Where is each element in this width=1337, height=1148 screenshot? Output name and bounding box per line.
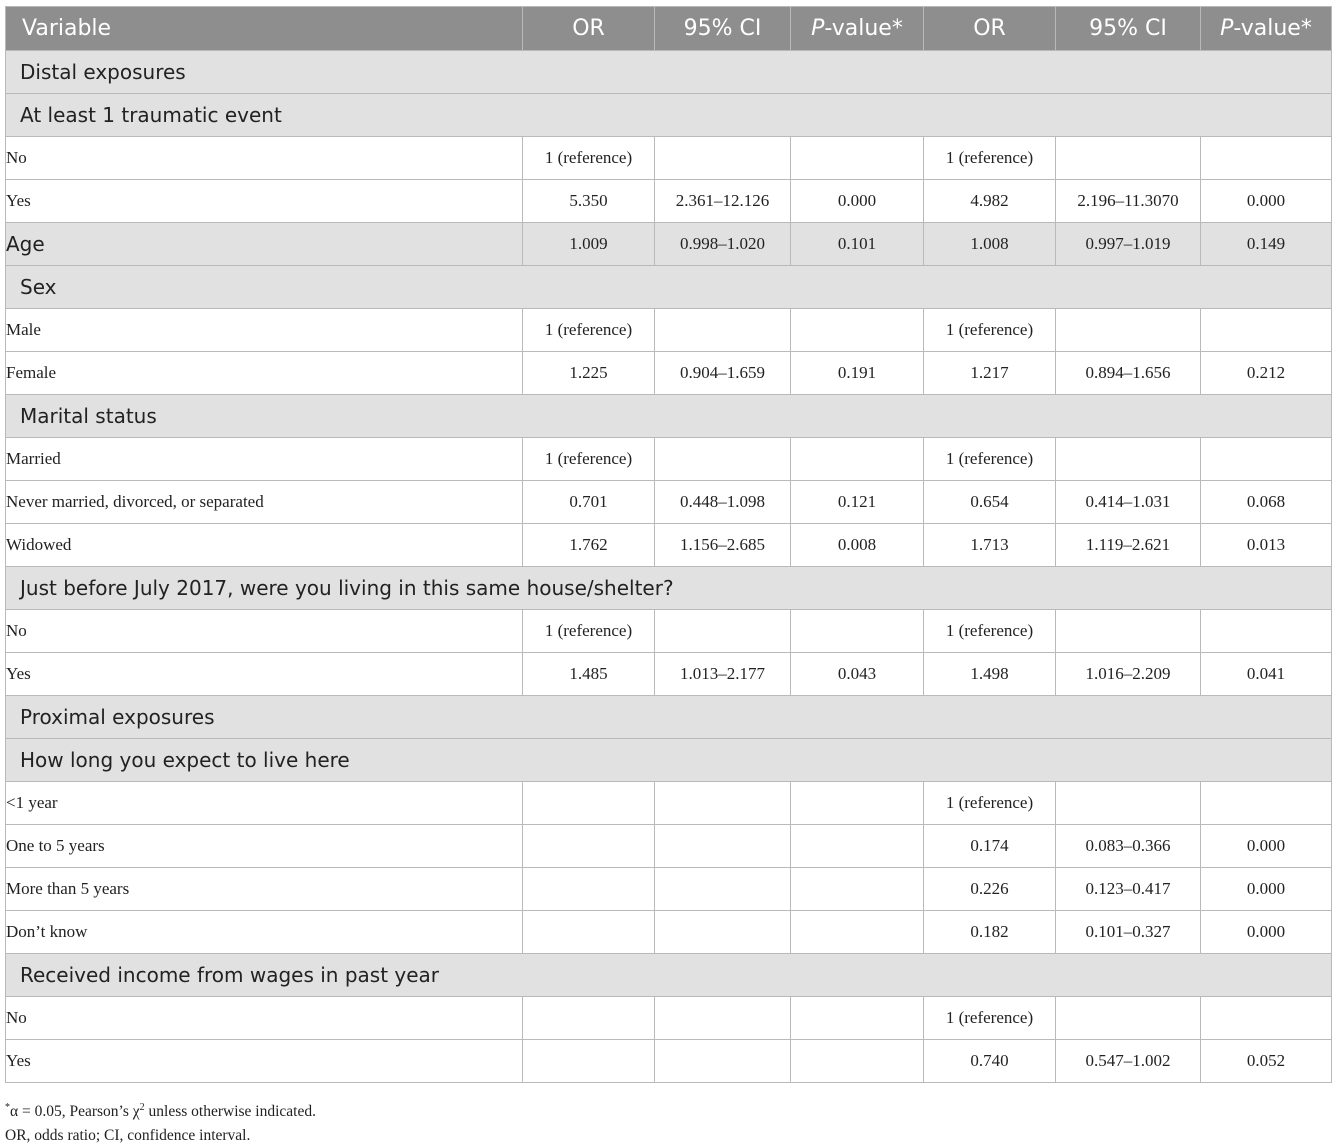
cell-or-2: 1.008 — [924, 223, 1056, 266]
cell-pvalue-2 — [1201, 137, 1332, 180]
cell-pvalue-2 — [1201, 997, 1332, 1040]
cell-or-1 — [523, 868, 655, 911]
section-row — [6, 266, 1332, 309]
cell-ci-2: 1.016–2.209 — [1056, 653, 1201, 696]
cell-ci-1: 0.448–1.098 — [655, 481, 791, 524]
footnote-chi-sup: 2 — [139, 1102, 145, 1113]
table-row — [6, 997, 1332, 1040]
cell-ci-2: 0.894–1.656 — [1056, 352, 1201, 395]
cell-ci-1 — [655, 997, 791, 1040]
row-label: Yes — [6, 180, 523, 223]
cell-or-1 — [523, 825, 655, 868]
cell-pvalue-2: 0.000 — [1201, 868, 1332, 911]
cell-pvalue-1 — [791, 309, 924, 352]
header-ci-1: 95% CI — [655, 7, 791, 51]
header-pvalue-2-p: P — [1220, 16, 1234, 41]
cell-pvalue-1: 0.043 — [791, 653, 924, 696]
table-row — [6, 524, 1332, 567]
cell-ci-2 — [1056, 997, 1201, 1040]
cell-pvalue-2 — [1201, 438, 1332, 481]
cell-ci-2: 0.123–0.417 — [1056, 868, 1201, 911]
row-label: One to 5 years — [6, 825, 523, 868]
cell-ci-1 — [655, 782, 791, 825]
section-label: Proximal exposures — [6, 696, 1332, 739]
section-label: How long you expect to live here — [6, 739, 1332, 782]
table-row — [6, 481, 1332, 524]
cell-or-1: 1 (reference) — [523, 610, 655, 653]
cell-pvalue-1 — [791, 438, 924, 481]
row-label: No — [6, 997, 523, 1040]
header-ci-2: 95% CI — [1056, 7, 1201, 51]
cell-ci-2: 0.101–0.327 — [1056, 911, 1201, 954]
cell-ci-2 — [1056, 782, 1201, 825]
header-pvalue-2 — [1201, 7, 1332, 51]
cell-pvalue-2: 0.013 — [1201, 524, 1332, 567]
cell-ci-2 — [1056, 610, 1201, 653]
footnote-alpha-end: unless otherwise indicated. — [144, 1103, 316, 1121]
cell-or-2: 1 (reference) — [924, 309, 1056, 352]
cell-ci-1: 2.361–12.126 — [655, 180, 791, 223]
footnote-abbreviations: OR, odds ratio; CI, confidence interval. — [5, 1127, 251, 1145]
header-pvalue-1-rest: -value* — [824, 16, 903, 41]
table-body — [6, 51, 1332, 1083]
cell-pvalue-1: 0.101 — [791, 223, 924, 266]
cell-or-1: 1 (reference) — [523, 309, 655, 352]
cell-or-1: 1.225 — [523, 352, 655, 395]
row-label: Male — [6, 309, 523, 352]
cell-or-2: 4.982 — [924, 180, 1056, 223]
cell-or-1: 1 (reference) — [523, 137, 655, 180]
cell-ci-1 — [655, 1040, 791, 1083]
section-row — [6, 739, 1332, 782]
cell-ci-1 — [655, 309, 791, 352]
cell-or-2: 0.740 — [924, 1040, 1056, 1083]
cell-pvalue-2: 0.052 — [1201, 1040, 1332, 1083]
section-row — [6, 94, 1332, 137]
footnote-alpha-text: α = 0.05, Pearson’s χ — [10, 1103, 140, 1121]
section-label: Just before July 2017, were you living in this same house/shelter? — [6, 567, 1332, 610]
table-row — [6, 653, 1332, 696]
cell-pvalue-2: 0.212 — [1201, 352, 1332, 395]
cell-or-1: 1.009 — [523, 223, 655, 266]
cell-pvalue-1: 0.000 — [791, 180, 924, 223]
cell-ci-2: 0.414–1.031 — [1056, 481, 1201, 524]
row-label: Don’t know — [6, 911, 523, 954]
section-row — [6, 395, 1332, 438]
cell-pvalue-2: 0.000 — [1201, 180, 1332, 223]
section-label: Sex — [6, 266, 1332, 309]
table-row — [6, 352, 1332, 395]
cell-pvalue-1: 0.121 — [791, 481, 924, 524]
table-row — [6, 825, 1332, 868]
cell-ci-2: 2.196–11.3070 — [1056, 180, 1201, 223]
cell-ci-2 — [1056, 438, 1201, 481]
header-or-1: OR — [523, 7, 655, 51]
cell-pvalue-1 — [791, 782, 924, 825]
table-row — [6, 911, 1332, 954]
table-row — [6, 180, 1332, 223]
regression-table — [5, 6, 1332, 1083]
header-pvalue-1 — [791, 7, 924, 51]
cell-or-1 — [523, 782, 655, 825]
cell-pvalue-2: 0.000 — [1201, 911, 1332, 954]
cell-or-2: 1 (reference) — [924, 782, 1056, 825]
section-label: Distal exposures — [6, 51, 1332, 94]
cell-pvalue-1 — [791, 997, 924, 1040]
section-row — [6, 954, 1332, 997]
cell-ci-1 — [655, 610, 791, 653]
cell-ci-1: 0.998–1.020 — [655, 223, 791, 266]
cell-or-2: 1 (reference) — [924, 137, 1056, 180]
section-row — [6, 696, 1332, 739]
table-row — [6, 610, 1332, 653]
cell-ci-1 — [655, 911, 791, 954]
row-label: Yes — [6, 653, 523, 696]
cell-ci-1: 1.156–2.685 — [655, 524, 791, 567]
cell-or-2: 1 (reference) — [924, 610, 1056, 653]
cell-ci-1 — [655, 825, 791, 868]
cell-or-2: 1 (reference) — [924, 438, 1056, 481]
cell-pvalue-2: 0.000 — [1201, 825, 1332, 868]
cell-or-1 — [523, 911, 655, 954]
header-or-2: OR — [924, 7, 1056, 51]
row-label: No — [6, 610, 523, 653]
cell-ci-2 — [1056, 137, 1201, 180]
cell-or-1: 0.701 — [523, 481, 655, 524]
footnote-mark: * — [5, 1102, 10, 1113]
cell-pvalue-1 — [791, 911, 924, 954]
row-label: Age — [6, 223, 523, 266]
table-row — [6, 1040, 1332, 1083]
cell-pvalue-2 — [1201, 782, 1332, 825]
cell-pvalue-2: 0.041 — [1201, 653, 1332, 696]
footnote-alpha — [5, 1096, 316, 1124]
cell-pvalue-1 — [791, 1040, 924, 1083]
table-row — [6, 309, 1332, 352]
section-row — [6, 567, 1332, 610]
row-label: Married — [6, 438, 523, 481]
cell-pvalue-2: 0.149 — [1201, 223, 1332, 266]
row-label: Female — [6, 352, 523, 395]
cell-ci-1 — [655, 438, 791, 481]
cell-pvalue-1: 0.008 — [791, 524, 924, 567]
row-label: Widowed — [6, 524, 523, 567]
cell-ci-2: 1.119–2.621 — [1056, 524, 1201, 567]
cell-or-2: 1 (reference) — [924, 997, 1056, 1040]
header-pvalue-1-p: P — [811, 16, 825, 41]
row-label: More than 5 years — [6, 868, 523, 911]
row-label: <1 year — [6, 782, 523, 825]
section-label: Received income from wages in past year — [6, 954, 1332, 997]
cell-pvalue-1: 0.191 — [791, 352, 924, 395]
cell-or-1: 1.485 — [523, 653, 655, 696]
cell-or-2: 0.182 — [924, 911, 1056, 954]
cell-or-1: 1.762 — [523, 524, 655, 567]
cell-ci-2: 0.997–1.019 — [1056, 223, 1201, 266]
table-row — [6, 438, 1332, 481]
cell-or-1 — [523, 1040, 655, 1083]
cell-pvalue-1 — [791, 825, 924, 868]
cell-pvalue-1 — [791, 868, 924, 911]
cell-ci-1: 0.904–1.659 — [655, 352, 791, 395]
cell-or-1: 5.350 — [523, 180, 655, 223]
cell-pvalue-2 — [1201, 309, 1332, 352]
cell-or-2: 1.498 — [924, 653, 1056, 696]
cell-ci-2 — [1056, 309, 1201, 352]
row-label: No — [6, 137, 523, 180]
table-row — [6, 223, 1332, 266]
section-row — [6, 51, 1332, 94]
header-pvalue-2-rest: -value* — [1233, 16, 1312, 41]
table-row — [6, 782, 1332, 825]
cell-ci-2: 0.083–0.366 — [1056, 825, 1201, 868]
cell-ci-1 — [655, 868, 791, 911]
row-label: Never married, divorced, or separated — [6, 481, 523, 524]
cell-or-1: 1 (reference) — [523, 438, 655, 481]
cell-or-2: 1.217 — [924, 352, 1056, 395]
row-label: Yes — [6, 1040, 523, 1083]
cell-pvalue-1 — [791, 610, 924, 653]
cell-or-2: 0.174 — [924, 825, 1056, 868]
cell-pvalue-1 — [791, 137, 924, 180]
cell-or-1 — [523, 997, 655, 1040]
table-row — [6, 137, 1332, 180]
cell-or-2: 0.654 — [924, 481, 1056, 524]
section-label: Marital status — [6, 395, 1332, 438]
cell-pvalue-2 — [1201, 610, 1332, 653]
cell-ci-1 — [655, 137, 791, 180]
cell-ci-1: 1.013–2.177 — [655, 653, 791, 696]
cell-pvalue-2: 0.068 — [1201, 481, 1332, 524]
table-row — [6, 868, 1332, 911]
header-row — [6, 7, 1332, 51]
cell-ci-2: 0.547–1.002 — [1056, 1040, 1201, 1083]
section-label: At least 1 traumatic event — [6, 94, 1332, 137]
footnotes — [5, 1096, 316, 1148]
header-variable: Variable — [6, 7, 523, 51]
cell-or-2: 1.713 — [924, 524, 1056, 567]
cell-or-2: 0.226 — [924, 868, 1056, 911]
